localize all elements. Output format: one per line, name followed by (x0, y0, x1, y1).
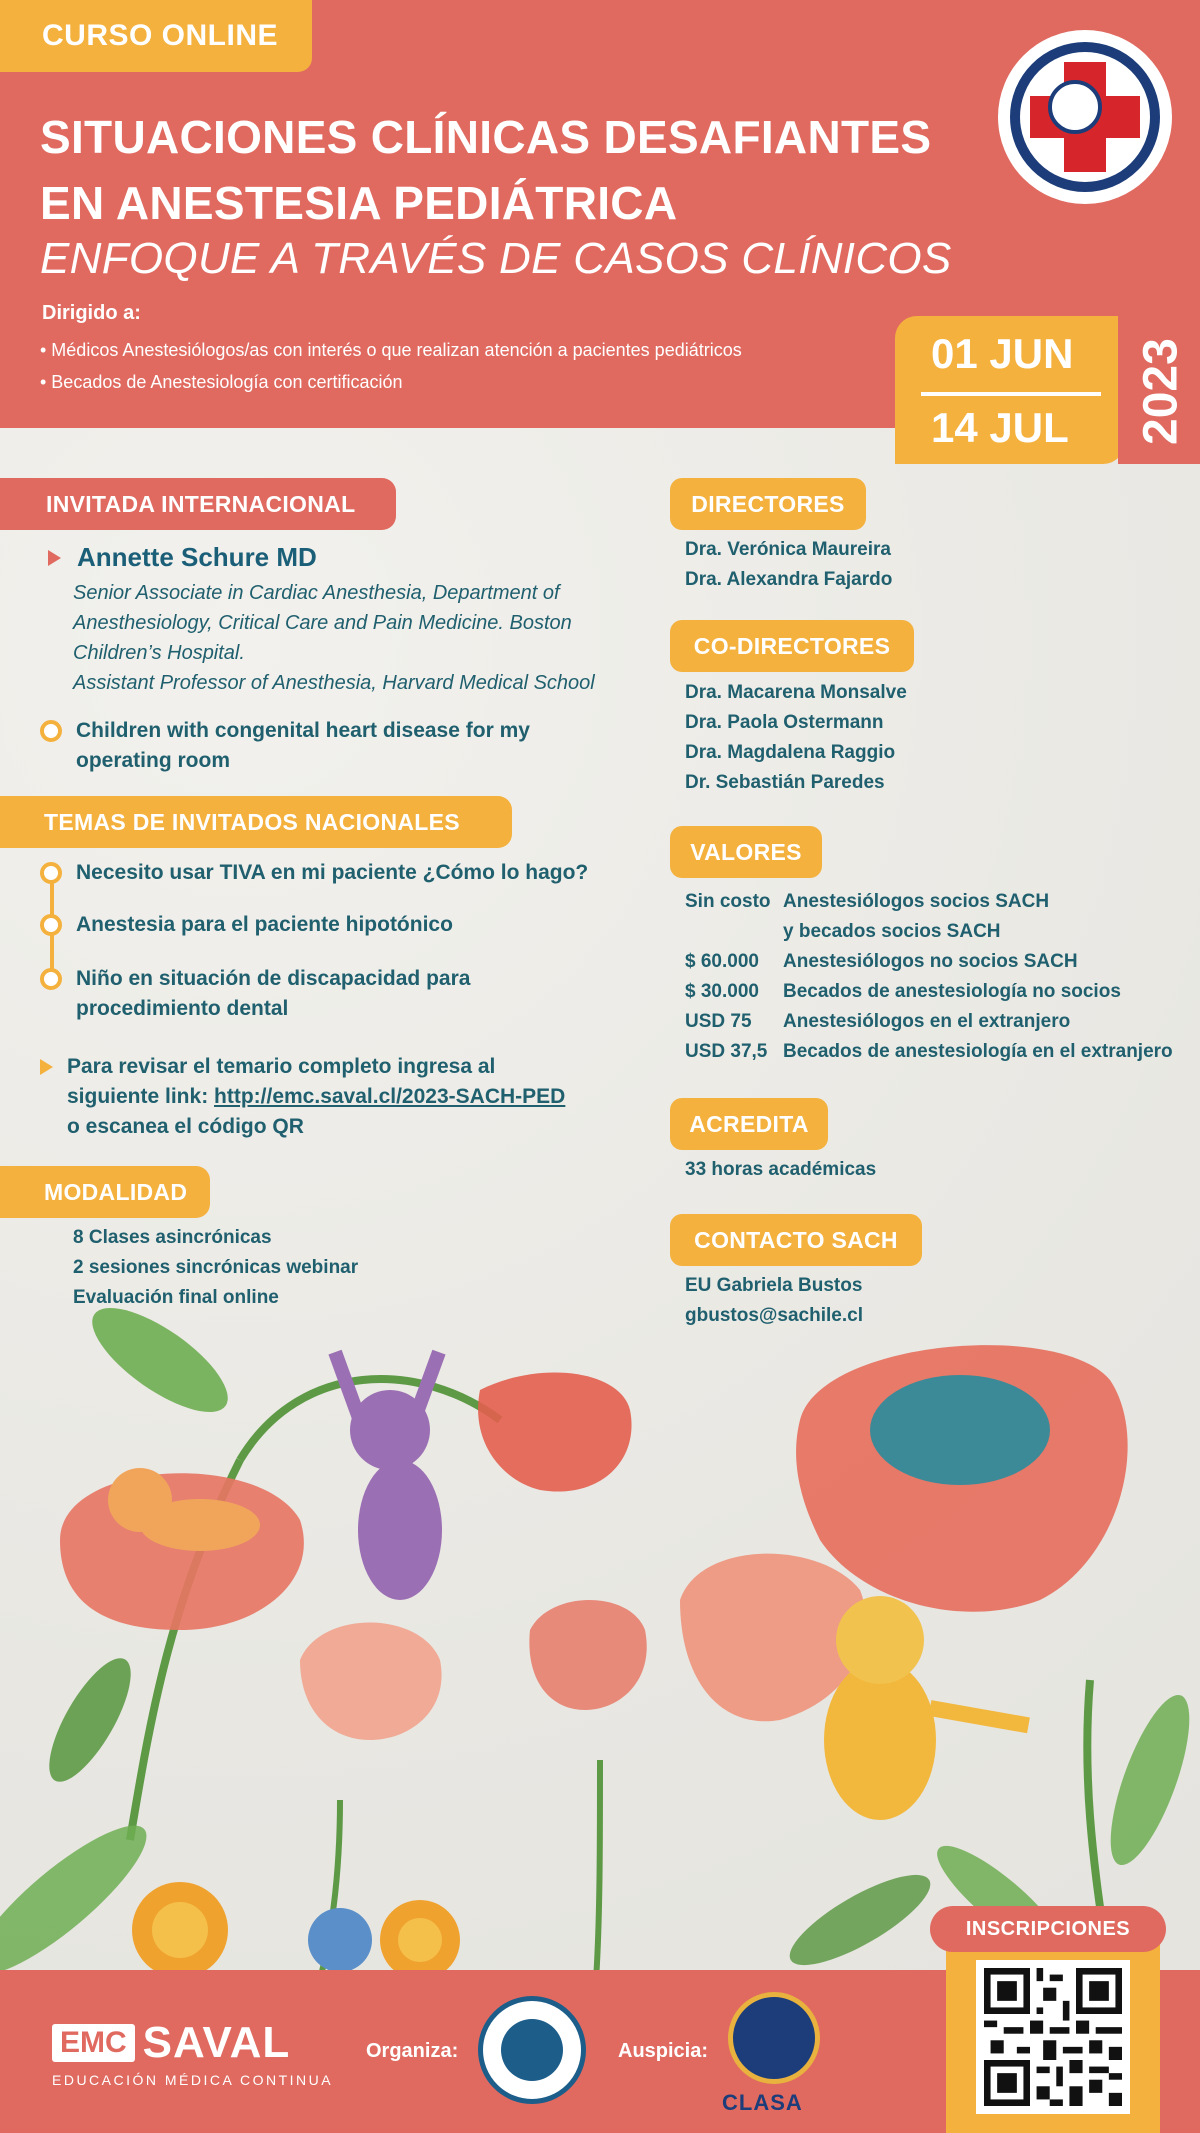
director-name: Dra. Verónica Maureira (685, 539, 891, 560)
auspicia-label: Auspicia: (618, 2040, 709, 2062)
section-tag-contacto: CONTACTO SACH (670, 1214, 922, 1266)
national-topic-text: Anestesia para el paciente hipotónico (76, 913, 453, 936)
price-audience: Becados de anestesiología en el extranjero (783, 1041, 1173, 1062)
sach-logo (998, 30, 1172, 204)
guest-desc-line: Assistant Professor of Anesthesia, Harvard Medical School (73, 672, 595, 694)
section-tag-invitada: INVITADA INTERNACIONAL (0, 478, 396, 530)
guest-topic (40, 716, 530, 776)
guest-topic-line: operating room (76, 749, 231, 772)
valores-row (685, 1037, 1173, 1067)
valores-row (685, 1007, 1173, 1037)
course-subtitle: ENFOQUE A TRAVÉS DE CASOS CLÍNICOS (40, 234, 952, 283)
syllabus-text: Para revisar el temario completo ingresa al (67, 1055, 496, 1078)
sach-logo-ring (1010, 42, 1160, 192)
audience-item: • Becados de Anestesiología con certificación (40, 372, 403, 392)
price-audience: Anestesiólogos no socios SACH (783, 951, 1078, 972)
audience-item: • Médicos Anestesiólogos/as con interés o que realizan atención a pacientes pediátricos (40, 340, 742, 360)
course-year: 2023 (1134, 338, 1188, 446)
guest-name-text: Annette Schure MD (77, 542, 317, 572)
national-topic (40, 858, 588, 888)
course-title (40, 104, 931, 236)
date-range-box (895, 316, 1125, 464)
modalidad-item: 8 Clases asincrónicas (73, 1227, 272, 1248)
clasa-seal (728, 1992, 820, 2084)
price: USD 75 (685, 1011, 752, 1032)
clasa-logo-text: CLASA (722, 2090, 803, 2115)
section-tag-valores: VALORES (670, 826, 822, 878)
modalidad-item: Evaluación final online (73, 1287, 279, 1308)
valores-row (685, 887, 1173, 917)
circle-bullet-icon (40, 862, 62, 884)
section-tag-codirectores: CO-DIRECTORES (670, 620, 914, 672)
price: USD 37,5 (685, 1041, 768, 1062)
directores-list (685, 535, 892, 595)
national-topic-text: Niño en situación de discapacidad para (76, 967, 471, 990)
syllabus-link-block (40, 1052, 565, 1142)
date-divider (921, 392, 1101, 396)
price: Sin costo (685, 891, 771, 912)
triangle-bullet-icon (40, 1059, 53, 1075)
organiza-label: Organiza: (366, 2040, 459, 2062)
codirector-name: Dra. Magdalena Raggio (685, 742, 896, 763)
syllabus-link-line (67, 1082, 565, 1112)
national-topic-text: Necesito usar TIVA en mi paciente ¿Cómo lo hago? (76, 861, 589, 884)
audience-label: Dirigido a: (42, 302, 141, 324)
national-topic (40, 964, 470, 1024)
triangle-bullet-icon (48, 550, 61, 566)
price-audience: Anestesiólogos socios SACH (783, 891, 1050, 912)
saval-logo-text: SAVAL (142, 2018, 291, 2067)
section-tag-acredita: ACREDITA (670, 1098, 828, 1150)
emc-subtitle: EDUCACIÓN MÉDICA CONTINUA (52, 2072, 334, 2088)
guest-topic-line: Children with congenital heart disease for my (76, 719, 530, 742)
start-date: 01 JUN (931, 330, 1074, 377)
course-type-tag: CURSO ONLINE (0, 0, 312, 72)
course-title-line: EN ANESTESIA PEDIÁTRICA (40, 177, 678, 229)
emc-logo-box: EMC (52, 2024, 135, 2062)
emc-saval-logo (52, 2018, 290, 2068)
modalidad-item: 2 sesiones sincrónicas webinar (73, 1257, 359, 1278)
price (685, 917, 783, 947)
national-topic (40, 910, 453, 940)
circle-bullet-icon (40, 968, 62, 990)
codirector-name: Dra. Macarena Monsalve (685, 682, 907, 703)
price: $ 60.000 (685, 951, 759, 972)
price-audience: y becados socios SACH (783, 921, 1001, 942)
price: $ 30.000 (685, 981, 759, 1002)
valores-table (685, 887, 1173, 1067)
pediatric-committee-seal (478, 1996, 586, 2104)
course-title-line: SITUACIONES CLÍNICAS DESAFIANTES (40, 111, 932, 163)
circle-bullet-icon (40, 914, 62, 936)
syllabus-link-prefix: siguiente link: (67, 1085, 215, 1108)
price-audience: Anestesiólogos en el extranjero (783, 1011, 1071, 1032)
audience-list (40, 334, 742, 398)
registration-tag: INSCRIPCIONES (930, 1906, 1166, 1952)
guest-desc-line: Children’s Hospital. (73, 642, 245, 664)
codirectores-list (685, 678, 907, 798)
national-topic-text: procedimiento dental (76, 997, 289, 1020)
valores-row (685, 977, 1173, 1007)
syllabus-text: o escanea el código QR (67, 1115, 304, 1138)
guest-desc-line: Senior Associate in Cardiac Anesthesia, Department of (73, 582, 560, 604)
guest-description (73, 578, 633, 698)
flowers-illustration (0, 1300, 1200, 1980)
valores-row (685, 917, 1173, 947)
valores-row (685, 947, 1173, 977)
codirector-name: Dr. Sebastián Paredes (685, 772, 885, 793)
qr-code[interactable] (976, 1960, 1130, 2114)
baby-icon (501, 2019, 563, 2081)
contact-email[interactable]: gbustos@sachile.cl (685, 1305, 863, 1326)
circle-bullet-icon (40, 720, 62, 742)
contact-name: EU Gabriela Bustos (685, 1275, 863, 1296)
section-tag-temas: TEMAS DE INVITADOS NACIONALES (0, 796, 512, 848)
guest-desc-line: Anesthesiology, Critical Care and Pain Medicine. Boston (73, 612, 572, 634)
section-tag-modalidad: MODALIDAD (0, 1166, 210, 1218)
codirector-name: Dra. Paola Ostermann (685, 712, 884, 733)
syllabus-link[interactable]: http://emc.saval.cl/2023-SACH-PED (214, 1085, 566, 1108)
end-date: 14 JUL (931, 404, 1069, 451)
qr-code-icon (984, 1968, 1122, 2106)
acredita-value: 33 horas académicas (685, 1159, 877, 1180)
section-tag-directores: DIRECTORES (670, 478, 866, 530)
director-name: Dra. Alexandra Fajardo (685, 569, 893, 590)
guest-name (48, 542, 317, 573)
price-audience: Becados de anestesiología no socios (783, 981, 1121, 1002)
face-icon (1048, 80, 1102, 134)
